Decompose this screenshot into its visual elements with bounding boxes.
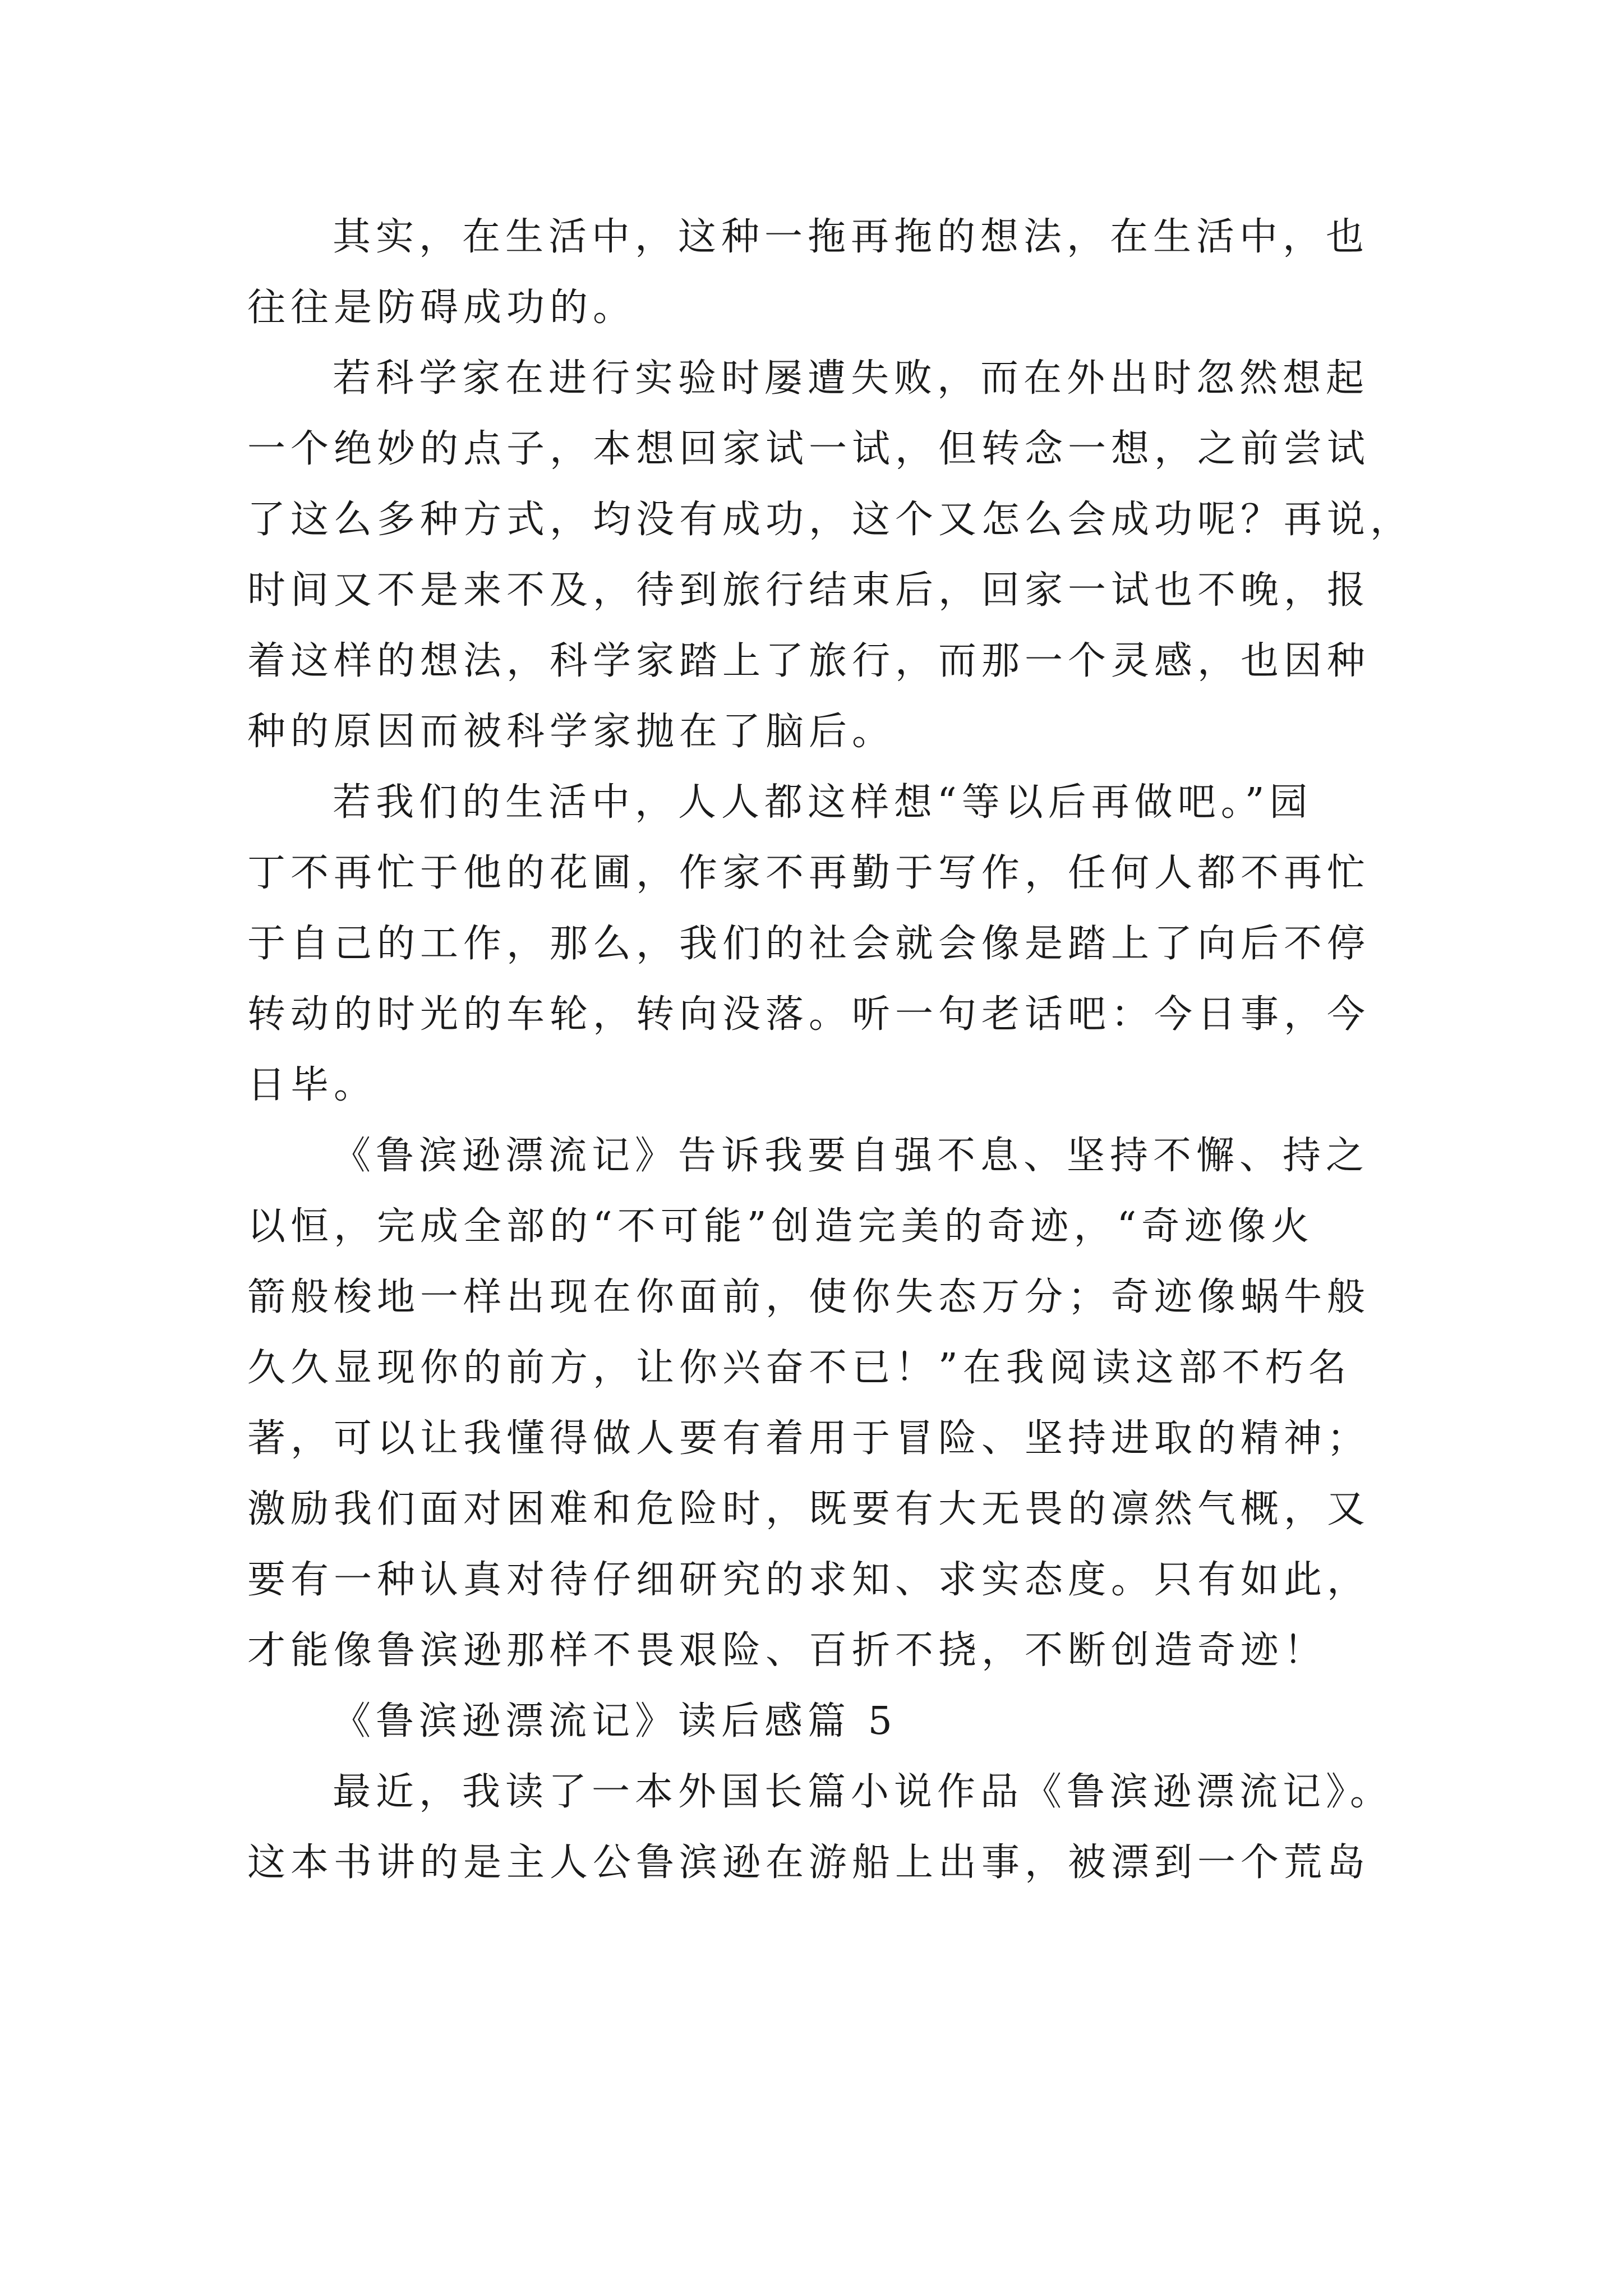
document-body: [247, 202, 1414, 1898]
paragraph-line: 久久显现你的前方，让你兴奋不已！”在我阅读这部不朽名: [247, 1346, 1352, 1390]
paragraph-line: 要有一种认真对待仔细研究的求知、求实态度。只有如此，: [247, 1558, 1371, 1602]
paragraph-line: 时间又不是来不及，待到旅行结束后，回家一试也不晚，报: [247, 568, 1371, 613]
paragraph-line: 这本书讲的是主人公鲁滨逊在游船上出事，被漂到一个荒岛: [247, 1841, 1371, 1885]
paragraph-line: 日毕。: [247, 1063, 377, 1107]
paragraph-line: 种的原因而被科学家抛在了脑后。: [247, 710, 896, 754]
paragraph-1: [247, 202, 1378, 343]
paragraph-line: 才能像鲁滨逊那样不畏艰险、百折不挠，不断创造奇迹！: [247, 1628, 1327, 1673]
paragraph-line: 激励我们面对困难和危险时，既要有大无畏的凛然气概，又: [247, 1487, 1371, 1531]
paragraph-line: 若科学家在进行实验时屡遭失败，而在外出时忽然想起: [333, 356, 1370, 401]
paragraph-line: 其实，在生活中，这种一拖再拖的想法，在生活中，也: [333, 215, 1370, 259]
paragraph-line: 最近，我读了一本外国长篇小说作品《鲁滨逊漂流记》。: [333, 1770, 1394, 1814]
paragraph-4: [247, 1121, 1378, 1686]
paragraph-line: 著，可以让我懂得做人要有着用于冒险、坚持进取的精神；: [247, 1416, 1371, 1461]
paragraph-3: [247, 767, 1378, 1121]
paragraph-line: 一个绝妙的点子，本想回家试一试，但转念一想，之前尝试: [247, 427, 1371, 471]
paragraph-line: 于自己的工作，那么，我们的社会就会像是踏上了向后不停: [247, 922, 1371, 966]
paragraph-line: 了这么多种方式，均没有成功，这个又怎么会成功呢？再说，: [247, 498, 1414, 542]
paragraph-line: 往往是防碍成功的。: [247, 286, 637, 330]
paragraph-line: 着这样的想法，科学家踏上了旅行，而那一个灵感，也因种: [247, 639, 1371, 683]
paragraph-line: 箭般梭地一样出现在你面前，使你失态万分；奇迹像蜗牛般: [247, 1275, 1371, 1319]
paragraph-2: [247, 343, 1414, 767]
paragraph-5: [247, 1757, 1394, 1898]
section-heading: 《鲁滨逊漂流记》读后感篇 5: [333, 1699, 897, 1743]
paragraph-line: 若我们的生活中，人人都这样想“等以后再做吧。”园: [333, 780, 1313, 825]
paragraph-line: 丁不再忙于他的花圃，作家不再勤于写作，任何人都不再忙: [247, 851, 1371, 895]
paragraph-line: 转动的时光的车轮，转向没落。听一句老话吧：今日事，今: [247, 992, 1371, 1037]
paragraph-line: 以恒，完成全部的“不可能”创造完美的奇迹，“奇迹像火: [247, 1204, 1315, 1249]
paragraph-line: 《鲁滨逊漂流记》告诉我要自强不息、坚持不懈、持之: [333, 1134, 1370, 1178]
